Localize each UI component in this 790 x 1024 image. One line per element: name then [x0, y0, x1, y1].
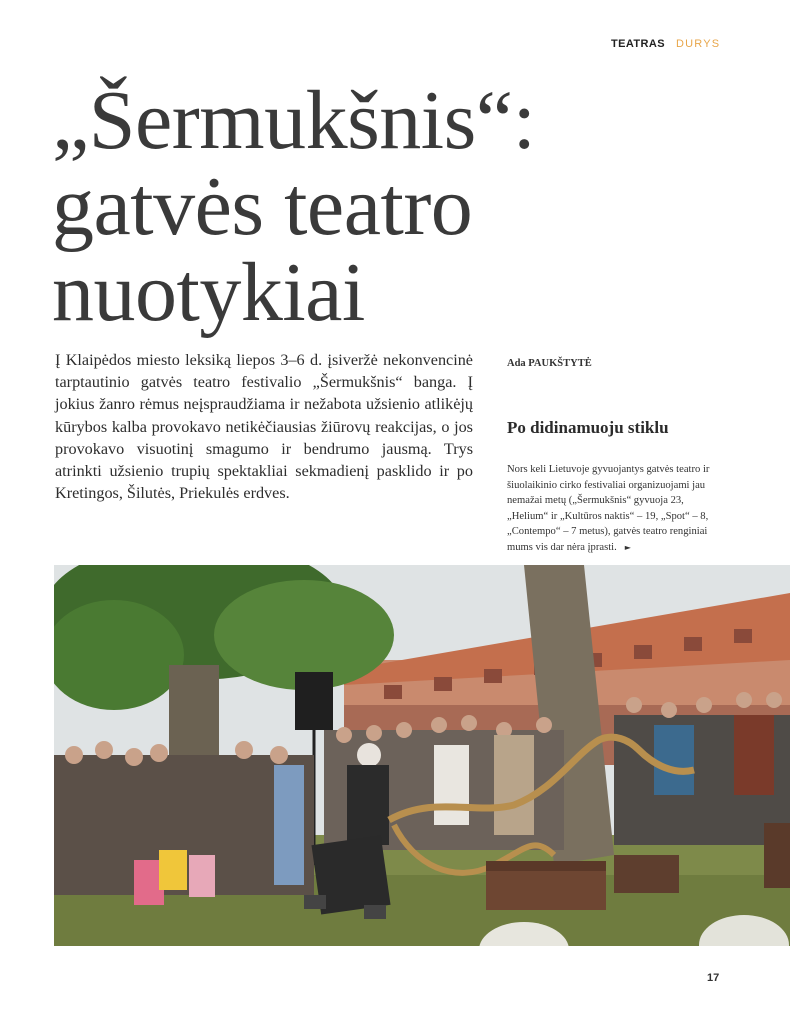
street-theatre-photo: [54, 565, 790, 946]
author-byline: Ada PAUKŠTYTĖ: [507, 358, 592, 369]
section-label: TEATRAS: [611, 38, 665, 50]
title-line-1: „Šermukšnis“:: [52, 74, 536, 167]
sidebar-paragraph: [507, 462, 721, 556]
photo-illustration: [54, 565, 790, 946]
magazine-brand: DURYS: [676, 38, 721, 50]
chest-large: [486, 865, 606, 910]
continue-arrow-icon: ►: [624, 542, 631, 552]
title-line-3: nuotykiai: [52, 246, 365, 339]
article-title: [52, 74, 772, 339]
lead-paragraph: Į Klaipėdos miesto leksiką liepos 3–6 d. įsiveržė nekonvencinė tarptautinio gatvės teatro festivalio „Šermukšnis“ banga. Į jokius žanro rėmus neįspraudžiama ir nežabota užsienio atlikėjų kūrybos kalba provokavo netikėčiausias žiūrovų reakcijas, o jos provokavo visuotinį smagumo ir bendrumo jausmą. Trys atrinkti užsienio trupių spektakliai sekmadienį pasklido ir po Kretingos, Šilutės, Priekulės erdves.: [55, 351, 473, 503]
page-number: 17: [707, 972, 720, 984]
chest-right: [764, 823, 790, 888]
loudspeaker: [295, 672, 333, 730]
title-line-2: gatvės teatro: [52, 160, 473, 253]
chest-small: [614, 855, 679, 893]
sidebar-heading: Po didinamuoju stiklu: [507, 418, 669, 437]
sidebar-text: Nors keli Lietuvoje gyvuojantys gatvės teatro ir šiuolaikinio cirko festivaliai organizuojami jau nemažai metų („Šermukšnis“ gyvuoja 23, „Helium“ ir „Kultūros naktis“ – 19, „Spot“ – 8, „Contempo“ – 7 metus), gatvės teatro renginiai mums vis dar nėra įprasti.: [507, 464, 710, 553]
